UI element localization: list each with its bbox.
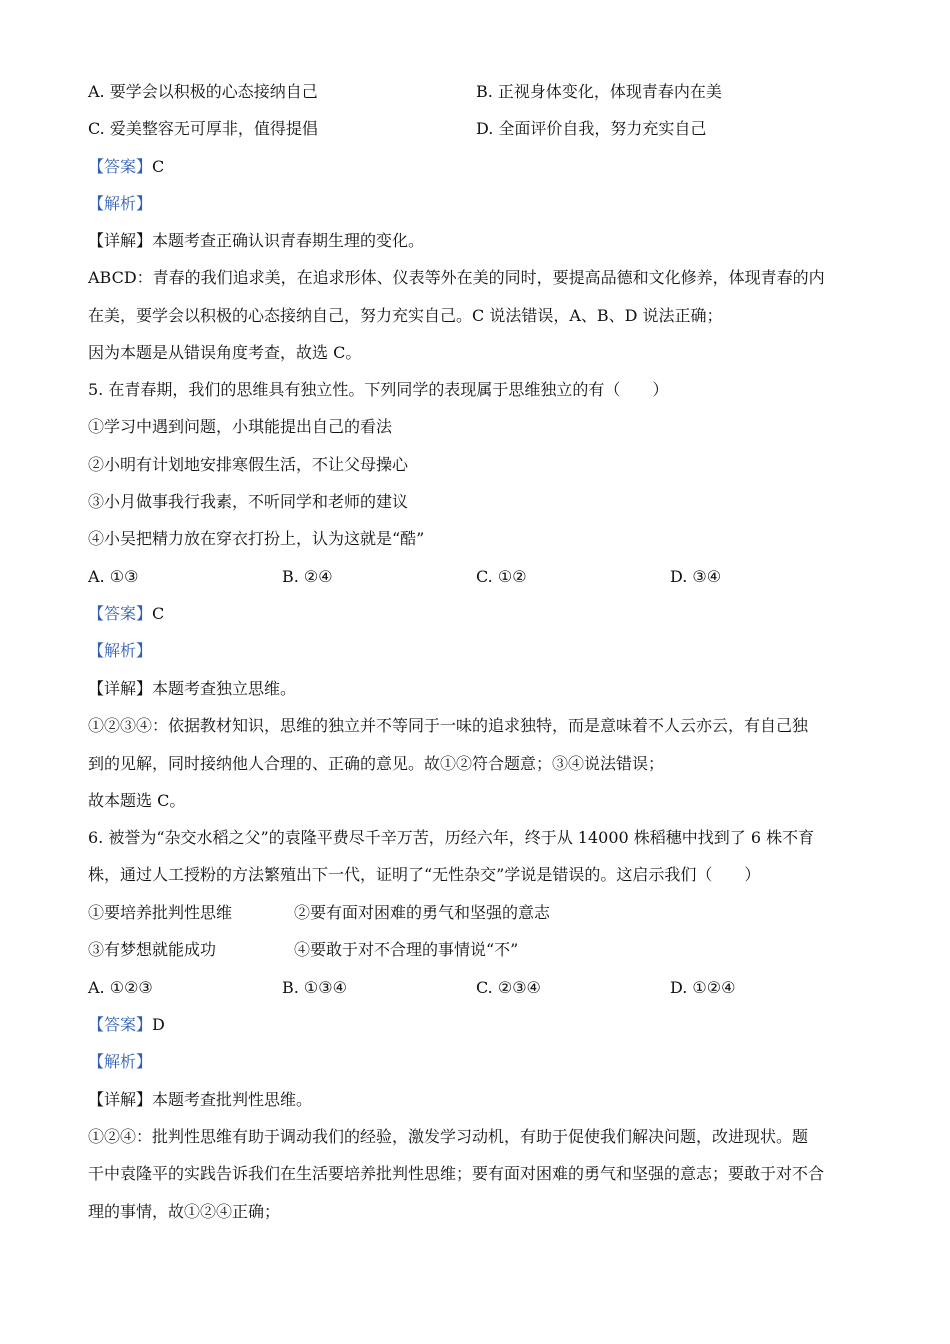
q6-option-d: D. ①②④	[670, 978, 736, 997]
q6-item: ①要培养批判性思维	[88, 903, 233, 922]
answer-value: D	[152, 1015, 165, 1034]
q6-answer	[88, 1013, 868, 1037]
answer-tag: 【答案】	[88, 1015, 153, 1034]
detail-text: 本题考查正确认识青春期生理的变化。	[152, 231, 425, 250]
q4-answer	[88, 155, 868, 179]
answer-value: C	[152, 604, 165, 623]
q5-options-row	[88, 565, 868, 589]
q6-stem-line: 6. 被誉为“杂交水稻之父”的袁隆平费尽千辛万苦，历经六年，终于从 14000 株稻穗中找到了 6 株不育	[88, 828, 815, 847]
q5-answer	[88, 602, 868, 626]
q6-explain-line: 干中袁隆平的实践告诉我们在生活要培养批判性思维；要有面对困难的勇气和坚强的意志；要敢于对不合	[88, 1164, 825, 1183]
q5-item: ②小明有计划地安排寒假生活，不让父母操心	[88, 455, 409, 474]
detail-text: 本题考查批判性思维。	[152, 1090, 313, 1109]
q6-option-c: C. ②③④	[476, 978, 541, 997]
q4-explain-line: 在美，要学会以积极的心态接纳自己，努力充实自己。C 说法错误，A、B、D 说法正确；	[88, 306, 723, 325]
q6-analysis-tag: 【解析】	[88, 1052, 153, 1071]
q4-explain-line: 因为本题是从错误角度考查，故选 C。	[88, 343, 362, 362]
q6-item: ④要敢于对不合理的事情说“不”	[294, 940, 519, 959]
q4-analysis-tag: 【解析】	[88, 194, 153, 213]
q6-stem-line: 株，通过人工授粉的方法繁殖出下一代，证明了“无性杂交”学说是错误的。这启示我们（ ）	[88, 865, 761, 884]
q6-item: ③有梦想就能成功	[88, 940, 217, 959]
q5-stem: 5. 在青春期，我们的思维具有独立性。下列同学的表现属于思维独立的有（ ）	[88, 380, 669, 399]
q5-option-a: A. ①③	[88, 567, 139, 586]
q4-option-b: B. 正视身体变化，体现青春内在美	[476, 82, 722, 101]
q4-explain-line: ABCD：青春的我们追求美，在追求形体、仪表等外在美的同时，要提高品德和文化修养，体现青春的内	[88, 268, 825, 287]
answer-tag: 【答案】	[88, 604, 153, 623]
detail-tag: 【详解】	[88, 1090, 153, 1109]
q6-items-row-2	[88, 938, 868, 962]
answer-value: C	[152, 157, 165, 176]
q5-option-b: B. ②④	[282, 567, 333, 586]
q4-detail	[88, 229, 868, 253]
q6-option-b: B. ①③④	[282, 978, 347, 997]
q5-item: ④小吴把精力放在穿衣打扮上，认为这就是“酷”	[88, 529, 425, 548]
q6-option-a: A. ①②③	[88, 978, 153, 997]
q6-explain-line: ①②④：批判性思维有助于调动我们的经验，激发学习动机，有助于促使我们解决问题，改进现状。题	[88, 1127, 809, 1146]
detail-text: 本题考查独立思维。	[152, 679, 297, 698]
q6-items-row-1	[88, 901, 868, 925]
q4-options-row-1	[88, 80, 868, 104]
q6-detail	[88, 1088, 868, 1112]
q5-option-c: C. ①②	[476, 567, 527, 586]
q4-options-row-2	[88, 117, 868, 141]
q5-option-d: D. ③④	[670, 567, 722, 586]
q5-explain-line: 故本题选 C。	[88, 791, 186, 810]
q5-item: ③小月做事我行我素，不听同学和老师的建议	[88, 492, 409, 511]
q5-explain-line: 到的见解，同时接纳他人合理的、正确的意见。故①②符合题意；③④说法错误；	[88, 754, 665, 773]
q6-options-row	[88, 976, 868, 1000]
q5-analysis-tag: 【解析】	[88, 641, 153, 660]
q6-explain-line: 理的事情，故①②④正确；	[88, 1202, 281, 1221]
q4-option-a: A. 要学会以积极的心态接纳自己	[88, 82, 318, 101]
q5-item: ①学习中遇到问题，小琪能提出自己的看法	[88, 417, 393, 436]
q6-item: ②要有面对困难的勇气和坚强的意志	[294, 903, 551, 922]
q4-option-c: C. 爱美整容无可厚非，值得提倡	[88, 119, 318, 138]
q4-option-d: D. 全面评价自我，努力充实自己	[476, 119, 707, 138]
detail-tag: 【详解】	[88, 231, 153, 250]
q5-detail	[88, 677, 868, 701]
q5-explain-line: ①②③④：依据教材知识，思维的独立并不等同于一味的追求独特，而是意味着不人云亦云，有自己独	[88, 716, 809, 735]
detail-tag: 【详解】	[88, 679, 153, 698]
answer-tag: 【答案】	[88, 157, 153, 176]
